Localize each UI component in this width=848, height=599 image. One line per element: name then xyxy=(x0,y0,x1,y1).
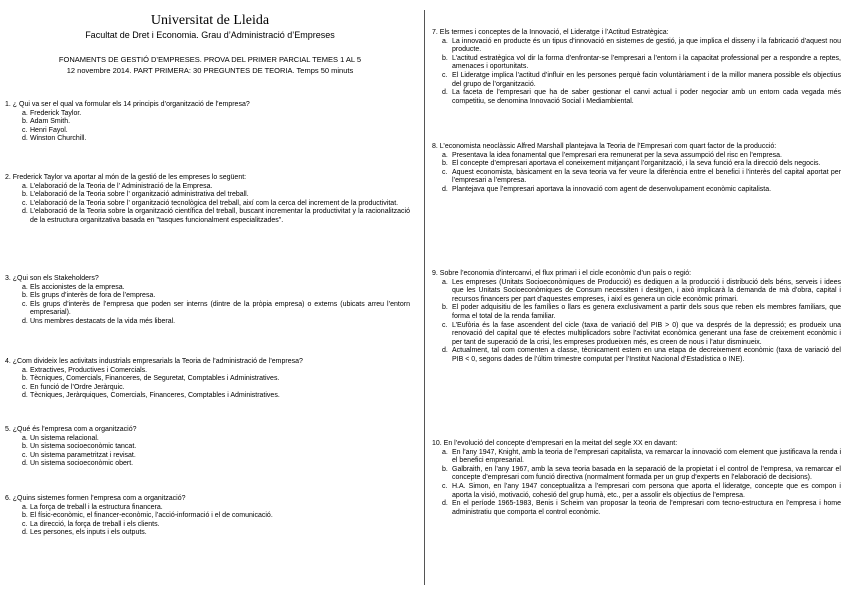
answer-option[interactable] xyxy=(428,55,841,72)
option-letter: d. xyxy=(442,89,448,97)
answer-option[interactable] xyxy=(0,183,410,192)
answer-option[interactable] xyxy=(0,367,410,376)
option-text: El poder adquisitiu de les famílies o llars es genera exclusivament a partir dels sous que reben els membres familiars, que forma el total de la renda familiar. xyxy=(452,304,841,320)
answer-option[interactable] xyxy=(428,483,841,500)
option-text: Un sistema socioeconòmic tancat. xyxy=(30,443,137,451)
column-divider xyxy=(424,10,425,585)
question-9 xyxy=(428,270,841,365)
option-text: Aquest economista, bàsicament en la seva teoria va fer veure la diferència entre el benefici i l’interès del capital aportat per l’empresari a l’empresa. xyxy=(452,168,841,185)
question-2 xyxy=(0,174,410,226)
option-letter: b. xyxy=(22,443,28,451)
answer-option[interactable] xyxy=(428,279,841,305)
answer-option[interactable] xyxy=(428,152,841,161)
answer-option[interactable] xyxy=(0,375,410,384)
question-4 xyxy=(0,358,410,401)
answer-options xyxy=(428,279,841,365)
answer-option[interactable] xyxy=(428,89,841,106)
option-text: Un sistema relacional. xyxy=(30,434,99,442)
option-text: Els grups d’interès de l’empresa que poden ser interns (dintre de la pròpia empresa) o externs (ubicats arreu l’entorn empresarial). xyxy=(30,300,410,317)
answer-option[interactable] xyxy=(0,135,410,144)
option-text: Adam Smith. xyxy=(30,118,71,126)
option-letter: b. xyxy=(442,160,448,168)
answer-option[interactable] xyxy=(0,208,410,225)
university-name: Universitat de Lleida xyxy=(150,13,270,28)
question-7 xyxy=(428,29,841,106)
answer-option[interactable] xyxy=(428,38,841,55)
question-text: 10. En l’evolució del concepte d’empresari en la meitat del segle XX en davant: xyxy=(432,440,678,447)
answer-option[interactable] xyxy=(428,160,841,169)
option-text: Galbraith, en l’any 1967, amb la seva teoria basada en la separació de la propietat i el control de l’empresa, va remarcar el concepte d’empresari com funció directiva (normalment formada per un grup d’experts en l’elaboració de decisions). xyxy=(452,465,841,482)
option-letter: a. xyxy=(442,151,448,159)
answer-option[interactable] xyxy=(428,304,841,321)
option-letter: c. xyxy=(22,383,28,391)
option-text: L’elaboració de la Teoria sobre l’ organització tecnològica del treball, així com la cerca del increment de la productivitat. xyxy=(30,199,399,207)
option-letter: b. xyxy=(442,465,448,473)
option-text: Winston Churchill. xyxy=(30,135,87,143)
answer-option[interactable] xyxy=(0,200,410,209)
option-text: Frederick Taylor. xyxy=(30,109,82,117)
option-text: La innovació en producte és un tipus d’innovació en sistemes de gestió, ja que implica el disseny i la fabricació d’aquest nou producte. xyxy=(452,37,841,54)
option-letter: d. xyxy=(442,347,448,355)
option-text: Presentava la idea fonamental que l’empresari era remunerat per la seva assumpció del risc en l’empresa. xyxy=(452,151,782,159)
question-5 xyxy=(0,426,410,469)
option-letter: b. xyxy=(22,191,28,199)
question-text: 4. ¿Com divideix les activitats industrials empresarials la Teoria de l’administració de l’empresa? xyxy=(5,358,303,365)
option-text: Actualment, tal com comenten a classe, tècnicament estem en una etapa de decreixement econòmic (taxa de variació del PIB < 0, segons dades de l’últim trimestre computat per l’Institut Nacional d’Estadística o INE). xyxy=(452,347,841,363)
answer-option[interactable] xyxy=(0,529,410,538)
option-text: Plantejava que l’empresari aportava la innovació com agent de desenvolupament econòmic capitalista. xyxy=(452,185,772,193)
exam-info: 12 novembre 2014. PART PRIMERA: 30 PREGUNTES DE TEORIA. Temps 50 minuts xyxy=(66,66,354,75)
option-letter: d. xyxy=(22,317,28,325)
option-letter: b. xyxy=(22,512,28,520)
answer-options xyxy=(0,110,410,144)
answer-option[interactable] xyxy=(0,435,410,444)
option-text: L’elaboració de la Teoria sobre l’ organització administrativa del treball. xyxy=(30,191,249,199)
answer-option[interactable] xyxy=(0,443,410,452)
answer-option[interactable] xyxy=(428,322,841,348)
option-text: La direcció, la força de treball i els clients. xyxy=(30,520,160,528)
answer-options xyxy=(0,435,410,469)
option-text: En l’any 1947, Knight, amb la teoria de l’empresari capitalista, va remarcar la innovació com element que justificava la renda i el benefici empresarial. xyxy=(452,448,841,465)
option-letter: c. xyxy=(442,482,448,490)
option-text: H.A. Simon, en l’any 1947 conceptualitza a l’empresari com persona que aporta el lideratge, concepte que es compon i aporta la visió, motivació, cohesió del grup humà, etc., per a assolir els objectius de l’empresa. xyxy=(452,482,841,499)
answer-option[interactable] xyxy=(0,384,410,393)
option-letter: b. xyxy=(442,54,448,62)
answer-option[interactable] xyxy=(428,449,841,466)
option-letter: a. xyxy=(22,283,28,291)
answer-option[interactable] xyxy=(0,292,410,301)
question-1 xyxy=(0,101,410,144)
question-text: 9. Sobre l’economia d’intercanvi, el flux primari i el cicle econòmic d’un país o regió: xyxy=(432,270,692,277)
option-letter: d. xyxy=(22,529,28,537)
answer-option[interactable] xyxy=(0,127,410,136)
option-text: En funció de l’Ordre Jeràrquic. xyxy=(30,383,125,391)
option-letter: b. xyxy=(442,304,448,312)
option-letter: d. xyxy=(22,460,28,468)
option-text: Les empreses (Unitats Socioeconòmiques de Producció) es dediquen a la producció i distribució dels béns, serveis i idees que les Unitats Socioeconòmiques de Consum necessiten i desitgen, i això implicarà la demanda de mà d’obra, capital i recursos financers per part d’aquestes empreses, i així es genera un cicle econòmic primari. xyxy=(452,278,841,303)
question-text: 8. L’economista neoclàssic Alfred Marshall plantejava la Teoria de l’Empresari com quart factor de la producció: xyxy=(432,143,777,150)
option-letter: d. xyxy=(22,392,28,400)
option-text: L’Eufòria és la fase ascendent del cicle (taxa de variació del PIB > 0) que va després de la depressió; es produeix una renovació del capital que té efectes multiplicadors sobre l’activitat econòmica generant una fase de creixement econòmic i per tant de superació de la crisi, les empreses produeixen més, es creen de nous i l’atur disminueix. xyxy=(452,321,841,346)
option-letter: c. xyxy=(22,300,28,308)
option-text: Uns membres destacats de la vida més liberal. xyxy=(30,317,176,325)
option-text: Extractives, Productives i Comercials. xyxy=(30,366,148,374)
option-letter: c. xyxy=(442,321,448,329)
answer-option[interactable] xyxy=(0,452,410,461)
answer-options xyxy=(0,504,410,538)
option-letter: a. xyxy=(22,366,28,374)
option-letter: c. xyxy=(22,451,28,459)
option-letter: d. xyxy=(442,185,448,193)
option-letter: c. xyxy=(22,199,28,207)
option-letter: b. xyxy=(22,118,28,126)
question-10 xyxy=(428,440,841,517)
option-text: Un sistema parametritzat i revisat. xyxy=(30,451,136,459)
option-text: La faceta de l’empresari que ha de saber gestionar el canvi actual i poder negociar amb un entorn cada vegada més competitiu, se denomina Innovació Social i Mediambiental. xyxy=(452,89,841,105)
option-letter: a. xyxy=(442,448,448,456)
option-letter: c. xyxy=(22,520,28,528)
option-letter: d. xyxy=(22,135,28,143)
option-text: Els accionistes de la empresa. xyxy=(30,283,125,291)
answer-option[interactable] xyxy=(0,460,410,469)
answer-option[interactable] xyxy=(0,318,410,327)
answer-option[interactable] xyxy=(428,466,841,483)
question-text: 5. ¿Qué és l’empresa com a organització? xyxy=(5,426,137,433)
question-3 xyxy=(0,275,410,327)
answer-options xyxy=(428,38,841,107)
answer-option[interactable] xyxy=(428,347,841,364)
exam-title: FONAMENTS DE GESTIÓ D’EMPRESES. PROVA DEL PRIMER PARCIAL TEMES 1 AL 5 xyxy=(58,55,362,64)
option-letter: c. xyxy=(442,168,448,176)
question-text: 3. ¿Qui son els Stakeholders? xyxy=(5,275,99,282)
answer-options xyxy=(428,449,841,518)
answer-option[interactable] xyxy=(0,284,410,293)
option-letter: a. xyxy=(22,109,28,117)
option-letter: a. xyxy=(442,278,448,286)
option-text: En el període 1965-1983, Benis i Scheim van proposar la teoria de l’empresari com tecno-estructura en l’empresa i home administratiu que comporta el control econòmic. xyxy=(452,500,841,516)
option-letter: d. xyxy=(22,208,28,216)
answer-option[interactable] xyxy=(0,191,410,200)
answer-option[interactable] xyxy=(0,512,410,521)
option-letter: a. xyxy=(22,182,28,190)
option-text: Els grups d’interès de fora de l’empresa. xyxy=(30,292,156,300)
option-text: Tècniques, Jeràrquiques, Comercials, Financeres, Comptables i Administratives. xyxy=(30,392,280,400)
option-text: El concepte d’empresari aportava el coneixement mitjançant l’organització, i la seva funció era la direcció dels negocis. xyxy=(452,160,821,168)
option-letter: a. xyxy=(22,503,28,511)
answer-options xyxy=(0,284,410,327)
option-text: L’elaboració de la Teoria sobre la organització científica del treball, buscant incrementar la productivitat y la racionalització de la estructura organitzativa basada en "tasques funcionalment especialitzades". xyxy=(30,208,410,224)
answer-option[interactable] xyxy=(0,504,410,513)
option-letter: b. xyxy=(22,375,28,383)
answer-option[interactable] xyxy=(0,118,410,127)
option-letter: a. xyxy=(442,37,448,45)
question-8 xyxy=(428,143,841,195)
answer-options xyxy=(0,183,410,226)
option-letter: d. xyxy=(442,500,448,508)
faculty-name: Facultat de Dret i Economia. Grau d’Administració d’Empreses xyxy=(85,30,335,40)
answer-options xyxy=(428,152,841,195)
answer-option[interactable] xyxy=(428,72,841,89)
answer-option[interactable] xyxy=(428,169,841,186)
question-text: 6. ¿Quins sistemes formen l’empresa com a organització? xyxy=(5,495,186,502)
option-text: Les persones, els inputs i els outputs. xyxy=(30,529,147,537)
option-text: Tècniques, Comercials, Financeres, de Seguretat, Comptables i Administratives. xyxy=(30,375,280,383)
option-text: Un sistema socioeconòmic obert. xyxy=(30,460,134,468)
option-letter: c. xyxy=(22,126,28,134)
answer-option[interactable] xyxy=(428,186,841,195)
answer-option[interactable] xyxy=(0,110,410,119)
answer-options xyxy=(0,367,410,401)
option-text: L’elaboració de la Teoria de l’ Administració de la Empresa. xyxy=(30,182,213,190)
question-text: 2. Frederick Taylor va aportar al món de la gestió de les empreses lo següent: xyxy=(5,174,247,181)
question-text: 1. ¿ Qui va ser el qual va formular els 14 principis d’organització de l’empresa? xyxy=(5,101,250,108)
option-text: La força de treball i la estructura financera. xyxy=(30,503,163,511)
option-text: El físic-econòmic, el financer-econòmic, l’acció-informació i el de comunicació. xyxy=(30,512,273,520)
option-text: El Lideratge implica l’actitud d’influir en les persones perquè facin voluntàriament i de la millor manera possible els objectius del grupo de l’organització. xyxy=(452,71,841,88)
answer-option[interactable] xyxy=(0,392,410,401)
option-letter: a. xyxy=(22,434,28,442)
option-letter: c. xyxy=(442,71,448,79)
answer-option[interactable] xyxy=(428,500,841,517)
option-letter: b. xyxy=(22,292,28,300)
answer-option[interactable] xyxy=(0,521,410,530)
question-text: 7. Els termes i conceptes de la Innovació, el Lideratge i l’Actitud Estratègica: xyxy=(432,29,669,36)
option-text: Henri Fayol. xyxy=(30,126,68,134)
option-text: L’actitud estratègica vol dir la forma d’enfrontar-se l’empresari a l’entorn i la capacitat professional per a respondre a reptes, amenaces i oportunitats. xyxy=(452,54,841,71)
question-6 xyxy=(0,495,410,538)
answer-option[interactable] xyxy=(0,301,410,318)
